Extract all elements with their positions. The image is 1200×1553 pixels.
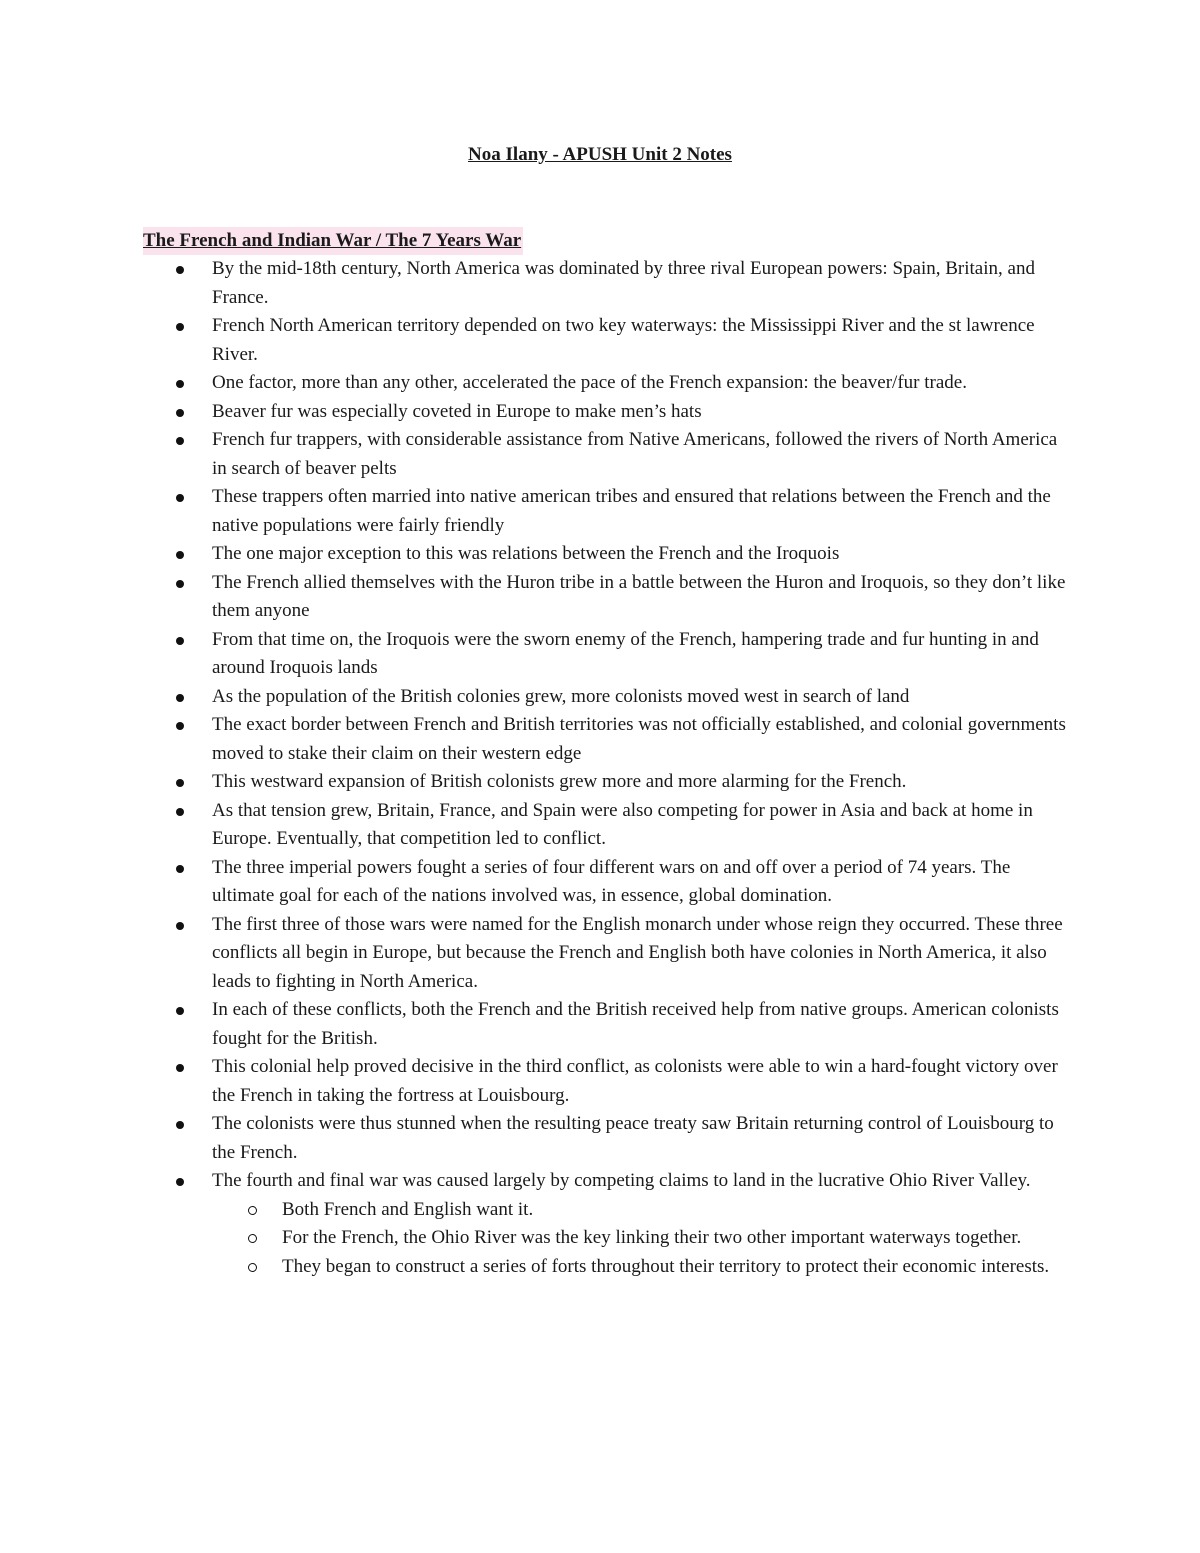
bullet-dot-icon [176,922,184,930]
list-item [0,369,1200,398]
list-item [0,711,1200,768]
bullet-text: The three imperial powers fought a series of four different wars on and off over a period of 74 years. The ultimate goal for each of the nations involved was, in essence, global domination. [212,856,1011,906]
list-item [0,1053,1200,1110]
bullet-text: The fourth and final war was caused largely by competing claims to land in the lucrative Ohio River Valley. [212,1170,1031,1191]
bullet-dot-icon [176,1121,184,1129]
bullet-text: As that tension grew, Britain, France, and Spain were also competing for power in Asia and back at home in Europe. Eventually, that competition led to conflict. [212,799,1033,849]
list-item [0,626,1200,683]
bullet-text: The French allied themselves with the Huron tribe in a battle between the Huron and Iroquois, so they don’t like them anyone [212,571,1066,621]
list-item [0,1167,1200,1281]
sub-list-item [282,1253,1070,1282]
list-item [0,996,1200,1053]
list-item [0,483,1200,540]
section-heading: The French and Indian War / The 7 Years War [143,227,523,255]
bullet-text: The exact border between French and British territories was not officially established, and colonial governments moved to stake their claim on their western edge [212,714,1066,764]
list-item [0,426,1200,483]
bullet-text: French North American territory depended on two key waterways: the Mississippi River and the st lawrence River. [212,315,1035,365]
bullet-dot-icon [176,323,184,331]
list-item [0,540,1200,569]
bullet-text: These trappers often married into native american tribes and ensured that relations between the French and the native populations were fairly friendly [212,486,1051,536]
sub-bullet-text: For the French, the Ohio River was the key linking their two other important waterways together. [282,1227,1022,1248]
bullet-list [0,255,1200,1281]
list-item [0,911,1200,997]
bullet-text: The colonists were thus stunned when the resulting peace treaty saw Britain returning control of Louisbourg to the French. [212,1113,1054,1163]
list-item [0,398,1200,427]
bullet-text: By the mid-18th century, North America was dominated by three rival European powers: Spain, Britain, and France. [212,258,1035,308]
bullet-text: One factor, more than any other, accelerated the pace of the French expansion: the beaver/fur trade. [212,372,967,393]
bullet-dot-icon [176,580,184,588]
bullet-dot-icon [176,437,184,445]
list-item [0,683,1200,712]
bullet-dot-icon [176,637,184,645]
bullet-dot-icon [176,409,184,417]
hollow-circle-icon [248,1263,257,1272]
bullet-dot-icon [176,779,184,787]
sub-bullet-text: They began to construct a series of forts throughout their territory to protect their economic interests. [282,1255,1050,1277]
bullet-text: As the population of the British colonies grew, more colonists moved west in search of land [212,685,910,707]
sub-bullet-list [212,1196,1070,1282]
bullet-text: French fur trappers, with considerable assistance from Native Americans, followed the rivers of North America in search of beaver pelts [212,429,1058,479]
bullet-dot-icon [176,1064,184,1072]
bullet-dot-icon [176,380,184,388]
list-item [0,255,1200,312]
list-item [0,768,1200,797]
bullet-text: The one major exception to this was relations between the French and the Iroquois [212,543,840,564]
bullet-text: From that time on, the Iroquois were the sworn enemy of the French, hampering trade and fur hunting in and around Iroquois lands [212,628,1039,678]
bullet-dot-icon [176,551,184,559]
list-item [0,1110,1200,1167]
list-item [0,854,1200,911]
bullet-text: Beaver fur was especially coveted in Europe to make men’s hats [212,400,702,422]
bullet-dot-icon [176,694,184,702]
hollow-circle-icon [248,1234,257,1243]
page-title: Noa Ilany - APUSH Unit 2 Notes [468,144,732,165]
sub-list-item [282,1196,1070,1225]
bullet-text: In each of these conflicts, both the French and the British received help from native groups. American colonists fought for the British. [212,999,1059,1049]
bullet-text: This westward expansion of British colonists grew more and more alarming for the French. [212,771,907,792]
sub-bullet-text: Both French and English want it. [282,1198,534,1220]
list-item [0,569,1200,626]
bullet-dot-icon [176,494,184,502]
bullet-dot-icon [176,808,184,816]
list-item [0,797,1200,854]
bullet-dot-icon [176,266,184,274]
hollow-circle-icon [248,1206,257,1215]
bullet-dot-icon [176,722,184,730]
bullet-dot-icon [176,1178,184,1186]
list-item [0,312,1200,369]
bullet-dot-icon [176,865,184,873]
sub-list-item [282,1224,1070,1253]
bullet-text: This colonial help proved decisive in the third conflict, as colonists were able to win a hard-fought victory over the French in taking the fortress at Louisbourg. [212,1056,1058,1106]
bullet-text: The first three of those wars were named for the English monarch under whose reign they occurred. These three conflicts all begin in Europe, but because the French and English both have colonies in North America, it also leads to fighting in North America. [212,913,1063,992]
bullet-dot-icon [176,1007,184,1015]
